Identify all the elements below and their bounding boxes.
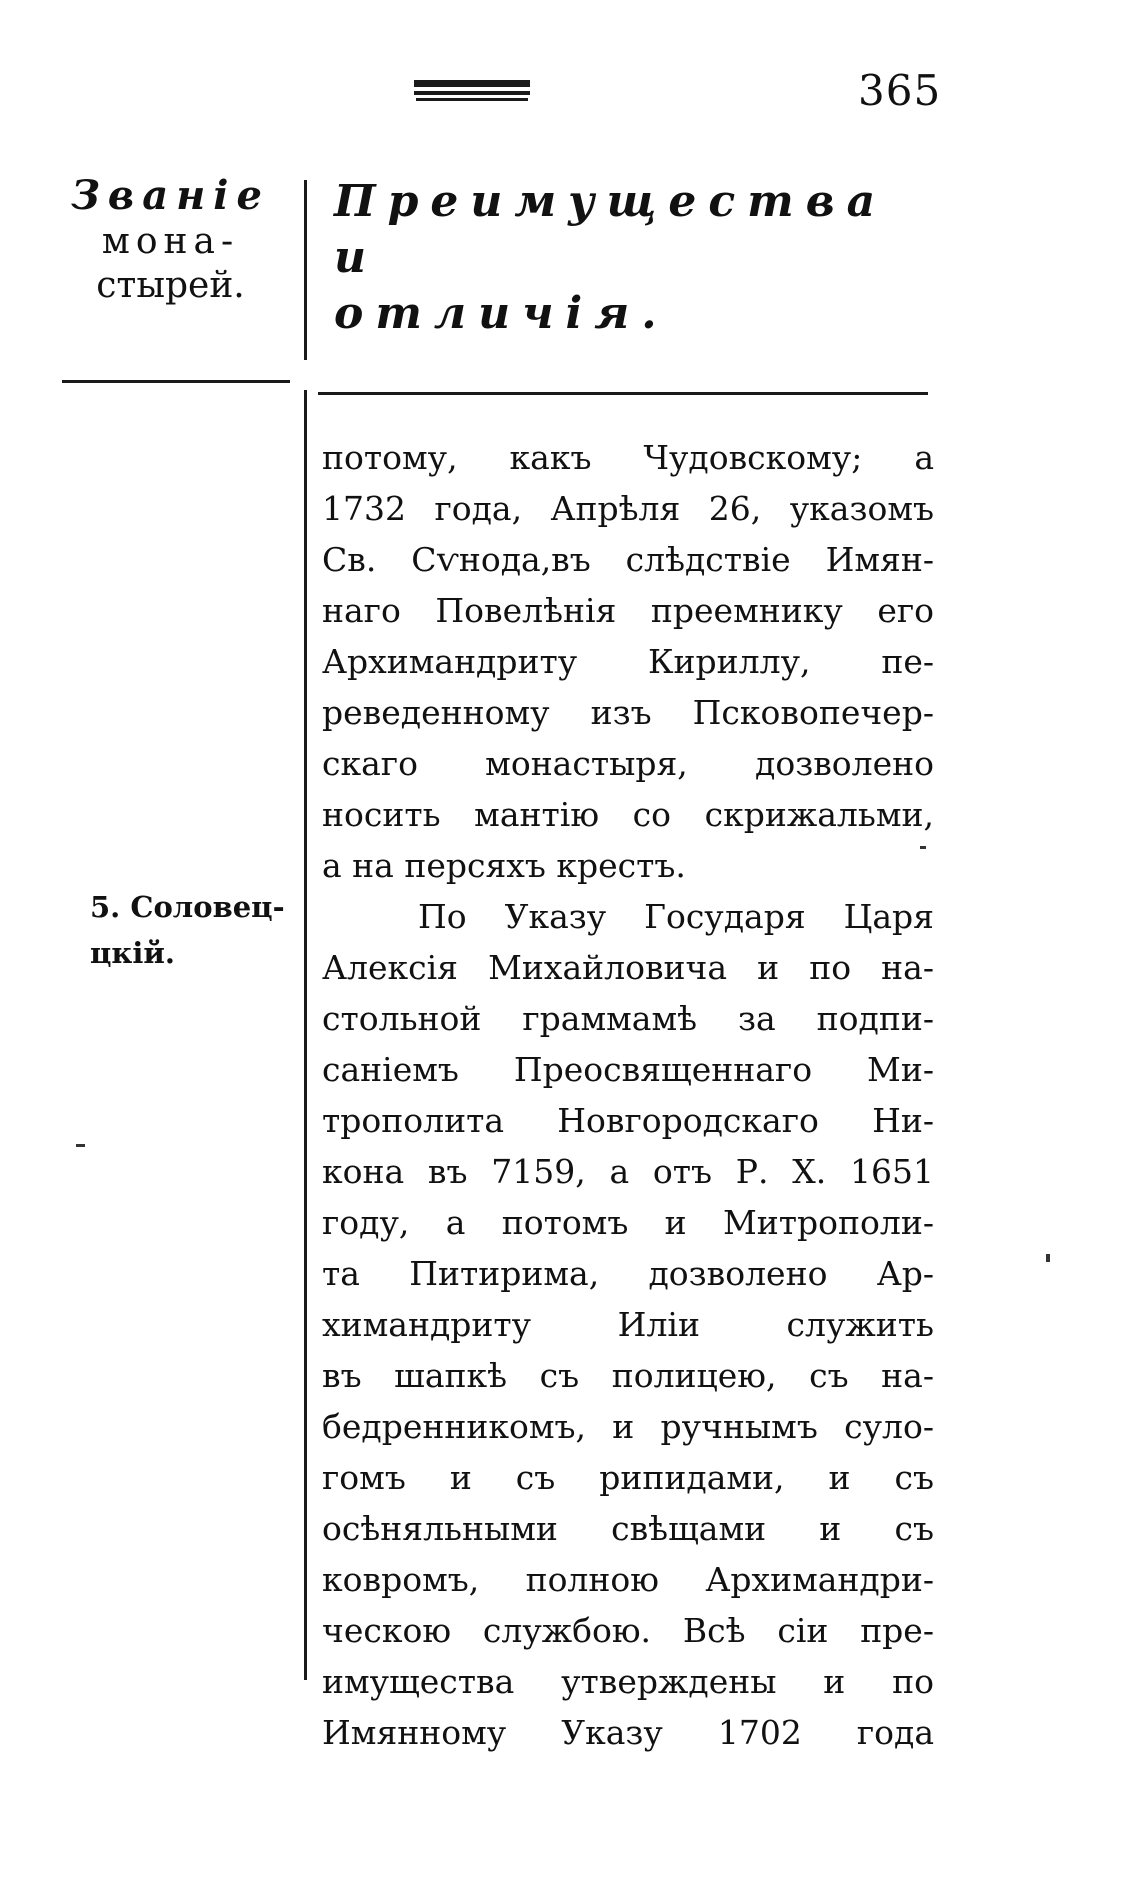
text-line: ковромъ, полною Архимандри- (322, 1560, 934, 1599)
text-line: химандриту Иліи служить (322, 1305, 934, 1344)
text-line: въ шапкѣ съ полицею, съ на- (322, 1356, 934, 1395)
left-header-line-3: стырей. (96, 265, 245, 306)
margin-label-line-1: 5. Соловец- (90, 890, 285, 924)
column-divider (304, 180, 307, 1680)
text-line: носить мантію со скрижальми, (322, 795, 934, 834)
page-number: 365 (858, 66, 942, 115)
text-line: Имянному Указу 1702 года (322, 1713, 934, 1752)
text-line: та Питирима, дозволено Ар- (322, 1254, 934, 1293)
ink-speck (1046, 1254, 1050, 1262)
text-line: стольной граммамѣ за подпи- (322, 999, 934, 1038)
text-line: ческою службою. Всѣ сіи пре- (322, 1611, 934, 1650)
text-line: бедренникомъ, и ручнымъ суло- (322, 1407, 934, 1446)
text-line: наго Повелѣнія преемнику его (322, 591, 934, 630)
column-divider-gap (300, 360, 312, 390)
text-line: скаго монастыря, дозволено (322, 744, 934, 783)
right-header-line-1: Преимущества и (334, 176, 888, 283)
text-line: трополита Новгородскаго Ни- (322, 1101, 934, 1140)
margin-label (90, 884, 300, 976)
right-header-line-2: отличія. (334, 288, 669, 339)
left-header-line-2: мона- (101, 221, 240, 262)
left-header-line-1: Званіе (71, 172, 270, 219)
body-text (322, 432, 934, 1758)
text-line: а на персяхъ крестъ. (322, 846, 686, 885)
text-line: году, а потомъ и Митрополи- (322, 1203, 934, 1242)
text-line: реведенному изъ Псковопечер- (322, 693, 934, 732)
text-line: потому, какъ Чудовскому; а (322, 438, 934, 477)
ink-speck (920, 846, 926, 849)
left-column-header (58, 172, 283, 308)
text-line: По Указу Государя Царя (418, 897, 934, 936)
text-line: Архимандриту Кириллу, пе- (322, 642, 934, 681)
text-line: Алексія Михайловича и по на- (322, 948, 934, 987)
text-line: 1732 года, Апрѣля 26, указомъ (322, 489, 934, 528)
left-header-rule (62, 380, 290, 383)
text-line: гомъ и съ рипидами, и съ (322, 1458, 934, 1497)
text-line: имущества утверждены и по (322, 1662, 934, 1701)
right-column-header (334, 174, 954, 342)
header-ornament (414, 80, 530, 102)
right-header-rule (318, 392, 928, 395)
margin-label-line-2: цкій. (90, 936, 175, 970)
text-line: кона въ 7159, а отъ Р. Х. 1651 (322, 1152, 934, 1191)
ink-speck (76, 1144, 85, 1147)
text-line: Св. Сѵнода,въ слѣдствіе Имян- (322, 540, 934, 579)
text-line: саніемъ Преосвященнаго Ми- (322, 1050, 934, 1089)
text-line: осѣняльными свѣщами и съ (322, 1509, 934, 1548)
